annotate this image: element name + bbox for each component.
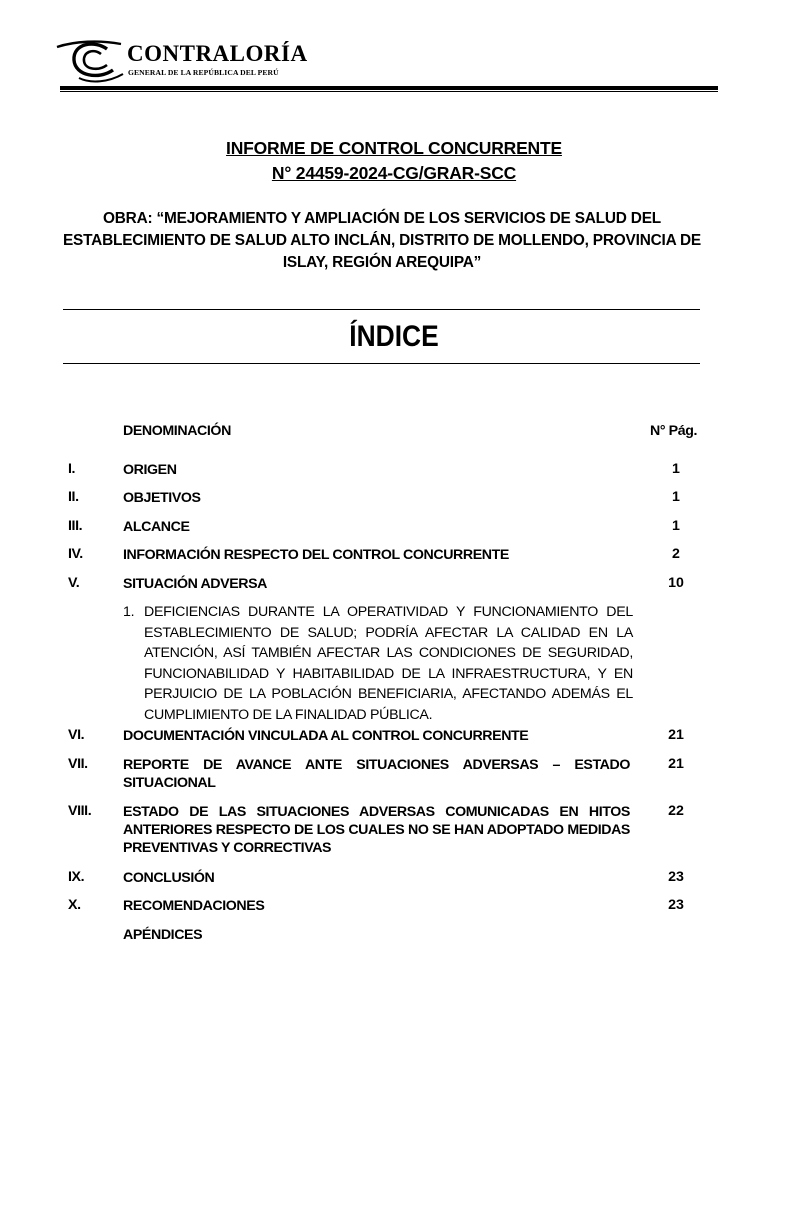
toc-number: IV. bbox=[68, 546, 83, 562]
toc-number: I. bbox=[68, 461, 76, 477]
toc-page: 22 bbox=[668, 803, 684, 819]
toc-sub-item bbox=[123, 602, 633, 725]
toc-label: SITUACIÓN ADVERSA bbox=[123, 576, 268, 592]
toc-label: INFORMACIÓN RESPECTO DEL CONTROL CONCURRENTE bbox=[123, 547, 509, 563]
toc-label: DOCUMENTACIÓN VINCULADA AL CONTROL CONCURRENTE bbox=[123, 728, 529, 744]
toc-label: REPORTE DE AVANCE ANTE SITUACIONES ADVERSAS – ESTADO SITUACIONAL bbox=[123, 757, 630, 791]
toc-sub-text: DEFICIENCIAS DURANTE LA OPERATIVIDAD Y FUNCIONAMIENTO DEL ESTABLECIMIENTO DE SALUD; PODRÍA AFECTAR LA CALIDAD EN LA ATENCIÓN, ASÍ TAMBIÉN AFECTAR LAS CONDICIONES DE SEGURIDAD, FUNCIONABILIDAD Y HABITABILIDAD DE LA INFRAESTRUCTURA, Y EN PERJUICIO DE LA POBLACIÓN BENEFICIARIA, AFECTANDO ADEMÁS EL CUMPLIMIENTO DE LA FINALIDAD PÚBLICA. bbox=[144, 604, 633, 723]
toc-page: 21 bbox=[668, 727, 684, 743]
column-header-denominacion: DENOMINACIÓN bbox=[123, 423, 231, 439]
toc-label: ORIGEN bbox=[123, 462, 177, 478]
contraloria-logo bbox=[55, 38, 325, 86]
toc-number: VI. bbox=[68, 727, 85, 743]
toc-label: RECOMENDACIONES bbox=[123, 898, 265, 914]
contraloria-emblem-icon bbox=[55, 38, 125, 84]
toc-label: ESTADO DE LAS SITUACIONES ADVERSAS COMUNICADAS EN HITOS ANTERIORES RESPECTO DE LOS CUALES NO SE HAN ADOPTADO MEDIDAS PREVENTIVAS Y CORRECTIVAS bbox=[123, 804, 630, 856]
toc-page: 23 bbox=[668, 869, 684, 885]
toc-label: ALCANCE bbox=[123, 519, 190, 535]
column-header-pagina: N° Pág. bbox=[650, 423, 698, 439]
separator-bottom bbox=[63, 363, 700, 364]
toc-number: VII. bbox=[68, 756, 88, 772]
toc-page: 2 bbox=[672, 546, 680, 562]
report-number: N° 24459-2024-CG/GRAR-SCC bbox=[271, 163, 517, 183]
toc-page: 1 bbox=[672, 518, 680, 534]
toc-number: V. bbox=[68, 575, 80, 591]
report-title: INFORME DE CONTROL CONCURRENTE bbox=[226, 138, 562, 158]
header-rule-thin bbox=[60, 91, 718, 92]
toc-number: IX. bbox=[68, 869, 85, 885]
toc-page: 21 bbox=[668, 756, 684, 772]
toc-number: X. bbox=[68, 897, 81, 913]
header-rule bbox=[60, 86, 718, 90]
obra-description: OBRA: “MEJORAMIENTO Y AMPLIACIÓN DE LOS SERVICIOS DE SALUD DEL ESTABLECIMIENTO DE SALUD ALTO INCLÁN, DISTRITO DE MOLLENDO, PROVINCIA DE ISLAY, REGIÓN AREQUIPA” bbox=[62, 210, 701, 271]
toc-number: III. bbox=[68, 518, 83, 534]
toc-page: 1 bbox=[672, 489, 680, 505]
logo-subtitle: GENERAL DE LA REPÚBLICA DEL PERÚ bbox=[128, 68, 279, 77]
logo-title: CONTRALORÍA bbox=[127, 41, 308, 66]
separator-top bbox=[63, 309, 700, 310]
toc-number: VIII. bbox=[68, 803, 92, 819]
toc-label-apendices: APÉNDICES bbox=[123, 927, 203, 943]
toc-number: II. bbox=[68, 489, 79, 505]
toc-label: OBJETIVOS bbox=[123, 490, 201, 506]
toc-page: 10 bbox=[668, 575, 684, 591]
index-title: ÍNDICE bbox=[349, 320, 439, 353]
toc-sub-number: 1. bbox=[123, 604, 135, 620]
toc-label: CONCLUSIÓN bbox=[123, 870, 215, 886]
toc-page: 1 bbox=[672, 461, 680, 477]
toc-page: 23 bbox=[668, 897, 684, 913]
